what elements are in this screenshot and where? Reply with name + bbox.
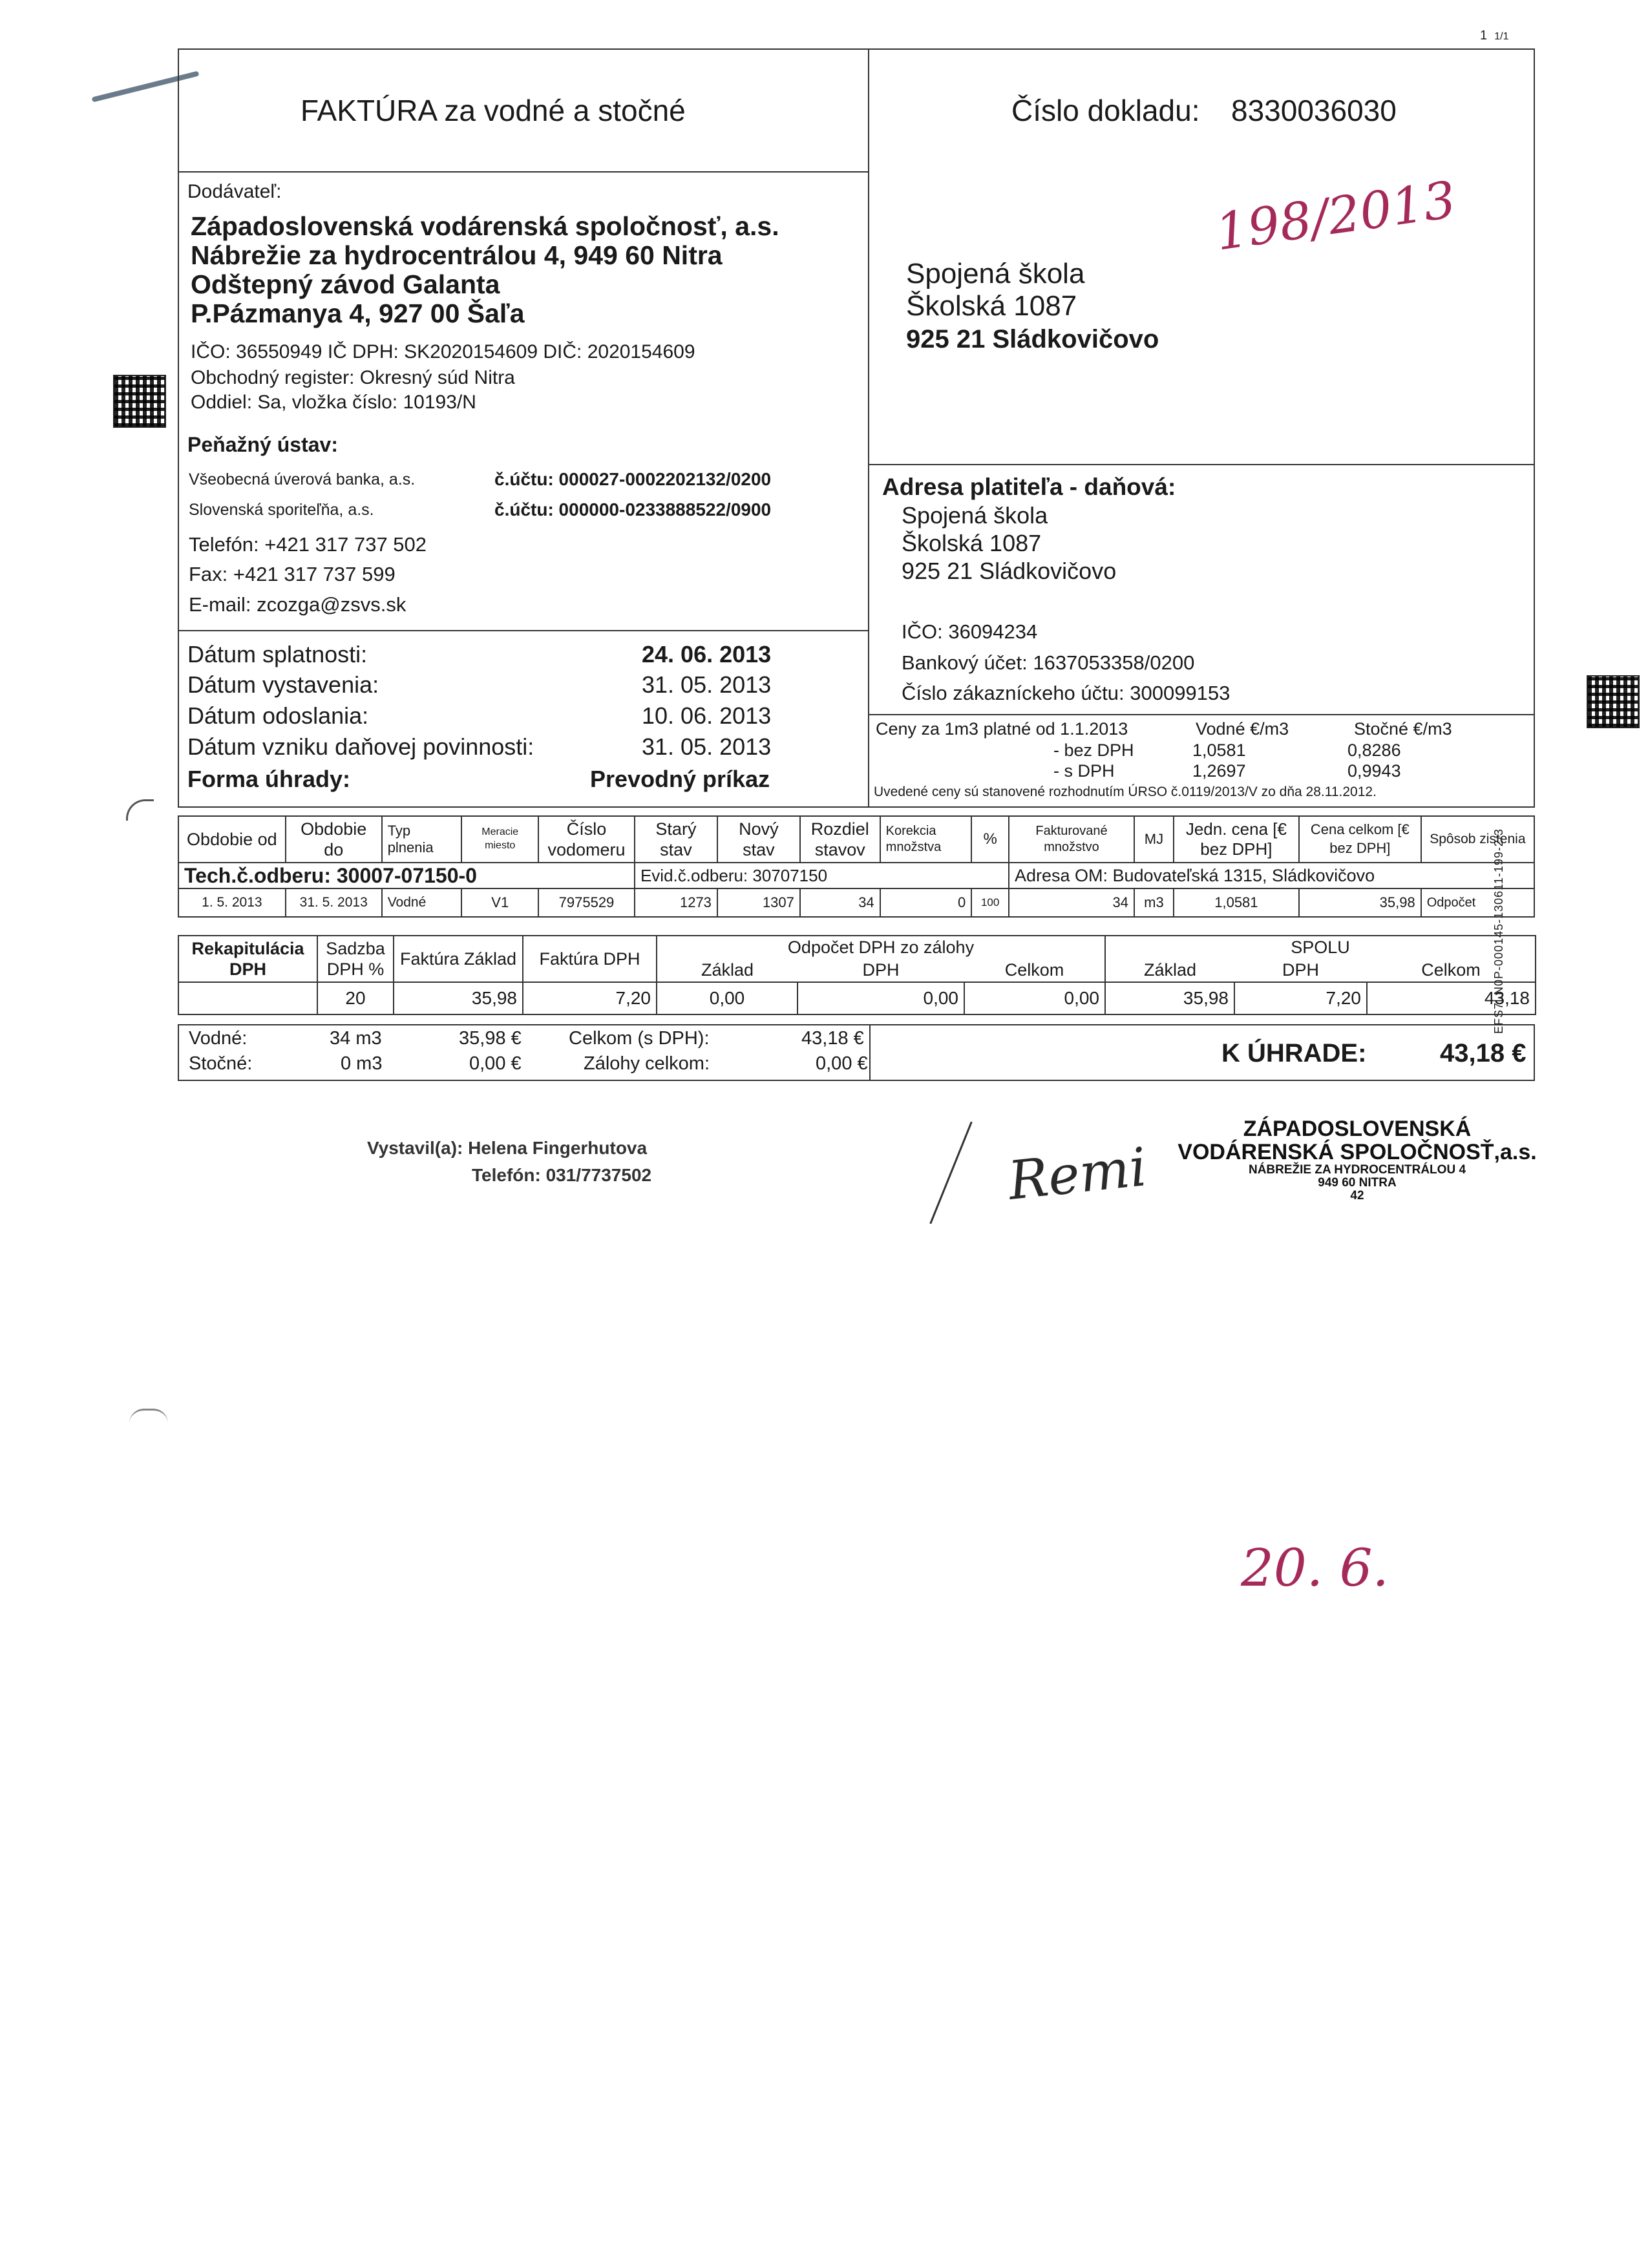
right-barcode-icon	[1587, 675, 1640, 728]
invoice-vat: 7,20	[523, 982, 657, 1014]
cell-percent: 100	[971, 888, 1009, 917]
vat-summary-table	[178, 935, 1536, 1015]
issuer-phone: Telefón: 031/7737502	[472, 1165, 652, 1185]
col-percent: %	[971, 816, 1009, 863]
vat-recap-header: Rekapitulácia DPH	[178, 936, 317, 982]
cell-correction: 0	[880, 888, 972, 917]
invoice-vat-header: Faktúra DPH	[523, 936, 657, 982]
supplier-address1: Nábrežie za hydrocentrálou 4, 949 60 Nitra	[191, 240, 723, 270]
sewage-price-with-vat: 0,9943	[1347, 761, 1401, 781]
cell-unit: m3	[1134, 888, 1174, 917]
advance-base: 0,00	[657, 982, 798, 1014]
signature-stroke	[929, 1122, 972, 1224]
sewage-price-header: Stočné €/m3	[1354, 719, 1452, 739]
invoice-base: 35,98	[394, 982, 523, 1014]
stamp-line4: 949 60 NITRA	[1318, 1176, 1397, 1190]
cell-reading-diff: 34	[800, 888, 880, 917]
recipient-city: 925 21 Sládkovičovo	[906, 325, 1159, 353]
col-metering-point: Meracie miesto	[461, 816, 538, 863]
without-vat-label: - bez DPH	[1053, 740, 1134, 760]
company-stamp	[1176, 1118, 1538, 1202]
water-price-with-vat: 1,2697	[1192, 761, 1246, 781]
vat-header-row1	[178, 936, 1536, 959]
registry-note: 198/2013	[1212, 171, 1460, 262]
consumption-header-row	[178, 816, 1534, 863]
cell-meter-number: 7975529	[538, 888, 635, 917]
cell-period-from: 1. 5. 2013	[178, 888, 286, 917]
due-date: 24. 06. 2013	[642, 641, 772, 667]
consumption-table	[178, 815, 1535, 918]
advance-base-header: Základ	[657, 959, 798, 982]
doc-number: 8330036030	[1231, 94, 1397, 127]
tax-date: 31. 05. 2013	[642, 733, 772, 760]
sent-date: 10. 06. 2013	[642, 702, 772, 729]
cell-supply-type: Vodné	[382, 888, 462, 917]
customer-account: Číslo zákazníckeho účtu: 300099153	[902, 682, 1231, 704]
advance-vat-header: DPH	[798, 959, 964, 982]
col-supply-type: Typ plnenia	[382, 816, 462, 863]
stamp-line3: NÁBREŽIE ZA HYDROCENTRÁLOU 4	[1248, 1163, 1466, 1177]
advance-group-header: Odpočet DPH zo zálohy	[657, 936, 1105, 959]
advance-total: 0,00	[964, 982, 1105, 1014]
advances-label: Zálohy celkom:	[584, 1053, 710, 1074]
payer-bank-account: Bankový účet: 1637053358/0200	[902, 651, 1195, 674]
stamp-line2: VODÁRENSKÁ SPOLOČNOSŤ,a.s.	[1178, 1139, 1537, 1164]
col-billed-quantity: Fakturované množstvo	[1009, 816, 1134, 863]
cell-method: Odpočet	[1421, 888, 1534, 917]
sum-vat: 7,20	[1234, 982, 1367, 1014]
sent-date-label: Dátum odoslania:	[187, 702, 369, 729]
payer-label: Adresa platiteľa - daňová:	[882, 474, 1176, 500]
col-quantity-correction: Korekcia množstva	[880, 816, 972, 863]
issue-date-label: Dátum vystavenia:	[187, 671, 379, 698]
water-price-header: Vodné €/m3	[1196, 719, 1289, 739]
consumption-id-row	[178, 863, 1534, 888]
amount-due-label: K ÚHRADE:	[1221, 1039, 1367, 1067]
stamp-line5: 42	[1350, 1189, 1364, 1203]
table-row	[178, 888, 1534, 917]
vat-rate: 20	[317, 982, 394, 1014]
sewage-total-label: Stočné:	[189, 1053, 253, 1074]
corner-mark-icon	[129, 1409, 168, 1423]
sum-total-header: Celkom	[1367, 959, 1536, 982]
left-barcode-icon	[113, 375, 166, 428]
col-period-to: Obdobie do	[286, 816, 382, 863]
payer-ico: IČO: 36094234	[902, 620, 1038, 643]
supplier-name: Západoslovenská vodárenská spoločnosť, a.s.	[191, 211, 779, 241]
supplier-fax: Fax: +421 317 737 599	[189, 563, 396, 585]
issued-by: Vystavil(a): Helena Fingerhutova	[367, 1138, 648, 1158]
water-total-label: Vodné:	[189, 1028, 248, 1049]
col-total-price: Cena celkom [€ bez DPH]	[1299, 816, 1421, 863]
payer-street: Školská 1087	[902, 530, 1042, 556]
supplier-phone: Telefón: +421 317 737 502	[189, 533, 427, 556]
sum-base-header: Základ	[1105, 959, 1234, 982]
bank-label: Peňažný ústav:	[187, 433, 338, 456]
advance-total-header: Celkom	[964, 959, 1105, 982]
sewage-total-qty: 0 m3	[341, 1053, 383, 1074]
grand-total-label: Celkom (s DPH):	[569, 1028, 710, 1049]
recipient-street: Školská 1087	[906, 290, 1077, 322]
supplier-register2: Oddiel: Sa, vložka číslo: 10193/N	[191, 392, 476, 413]
cell-total-price: 35,98	[1299, 888, 1421, 917]
header-frame	[178, 48, 1535, 808]
metering-address: Adresa OM: Budovateľská 1315, Sládkovičovo	[1009, 863, 1534, 888]
bank2-name: Slovenská sporiteľňa, a.s.	[189, 501, 374, 519]
doc-number-label: Číslo dokladu:	[1011, 94, 1200, 127]
col-reading-diff: Rozdiel stavov	[800, 816, 880, 863]
page-number: 1 1/1	[1480, 28, 1509, 43]
supplier-label: Dodávateľ:	[187, 181, 282, 202]
advances-total: 0,00 €	[816, 1053, 868, 1074]
advance-vat: 0,00	[798, 982, 964, 1014]
bank2-account: č.účtu: 000000-0233888522/0900	[494, 499, 772, 520]
payer-name: Spojená škola	[902, 502, 1048, 529]
sewage-total-amount: 0,00 €	[469, 1053, 522, 1074]
col-unit: MJ	[1134, 816, 1174, 863]
stamp-line1: ZÁPADOSLOVENSKÁ	[1243, 1117, 1472, 1141]
col-old-reading: Starý stav	[635, 816, 717, 863]
recipient-name: Spojená škola	[906, 258, 1085, 289]
evid-number: Evid.č.odberu: 30707150	[635, 863, 1009, 888]
side-code: EFS7LN0P-000145-130611-199-2/3	[1492, 828, 1505, 1034]
due-date-label: Dátum splatnosti:	[187, 641, 368, 667]
col-period-from: Obdobie od	[178, 816, 286, 863]
bank1-account: č.účtu: 000027-0002202132/0200	[494, 469, 772, 489]
table-row	[178, 982, 1536, 1014]
payment-form: Prevodný príkaz	[590, 766, 770, 792]
cell-unit-price: 1,0581	[1174, 888, 1299, 917]
cell-new-reading: 1307	[717, 888, 800, 917]
price-note: Uvedené ceny sú stanovené rozhodnutím ÚRSO č.0119/2013/V zo dňa 28.11.2012.	[874, 784, 1377, 799]
bank1-name: Všeobecná úverová banka, a.s.	[189, 470, 416, 488]
invoice-base-header: Faktúra Základ	[394, 936, 523, 982]
cell-old-reading: 1273	[635, 888, 717, 917]
sum-base: 35,98	[1105, 982, 1234, 1014]
cell-metering-point: V1	[461, 888, 538, 917]
tax-date-label: Dátum vzniku daňovej povinnosti:	[187, 733, 534, 760]
col-meter-number: Číslo vodomeru	[538, 816, 635, 863]
supplier-email: E-mail: zcozga@zsvs.sk	[189, 593, 407, 616]
supplier-branch: Odštepný závod Galanta	[191, 269, 500, 299]
cell-billed-quantity: 34	[1009, 888, 1134, 917]
cell-period-to: 31. 5. 2013	[286, 888, 382, 917]
water-total-qty: 34 m3	[330, 1028, 382, 1049]
corner-mark-icon	[126, 799, 154, 821]
total-group-header: SPOLU	[1105, 936, 1536, 959]
col-unit-price: Jedn. cena [€ bez DPH]	[1174, 816, 1299, 863]
supplier-register1: Obchodný register: Okresný súd Nitra	[191, 367, 515, 388]
col-new-reading: Nový stav	[717, 816, 800, 863]
water-price-without-vat: 1,0581	[1192, 740, 1246, 760]
invoice-title: FAKTÚRA za vodné a stočné	[301, 94, 686, 127]
amount-due: 43,18 €	[1440, 1039, 1527, 1067]
water-total-amount: 35,98 €	[459, 1028, 522, 1049]
signature: Remi	[1005, 1137, 1150, 1212]
sum-total: 43,18	[1367, 982, 1536, 1014]
sewage-price-without-vat: 0,8286	[1347, 740, 1401, 760]
grand-total: 43,18 €	[801, 1028, 864, 1049]
vat-row-blank	[178, 982, 317, 1014]
supplier-address2: P.Pázmanya 4, 927 00 Šaľa	[191, 299, 525, 328]
issue-date: 31. 05. 2013	[642, 671, 772, 698]
payer-city: 925 21 Sládkovičovo	[902, 558, 1117, 584]
vat-rate-header: Sadzba DPH %	[317, 936, 394, 982]
payment-form-label: Forma úhrady:	[187, 766, 351, 792]
date-note: 20. 6.	[1241, 1538, 1389, 1598]
supplier-ids: IČO: 36550949 IČ DPH: SK2020154609 DIČ: 2020154609	[191, 341, 695, 362]
sum-vat-header: DPH	[1234, 959, 1367, 982]
col-method: Spôsob zistenia	[1421, 816, 1534, 863]
tech-number: Tech.č.odberu: 30007-07150-0	[178, 863, 635, 888]
with-vat-label: - s DPH	[1053, 761, 1115, 781]
price-valid-label: Ceny za 1m3 platné od 1.1.2013	[876, 719, 1128, 739]
